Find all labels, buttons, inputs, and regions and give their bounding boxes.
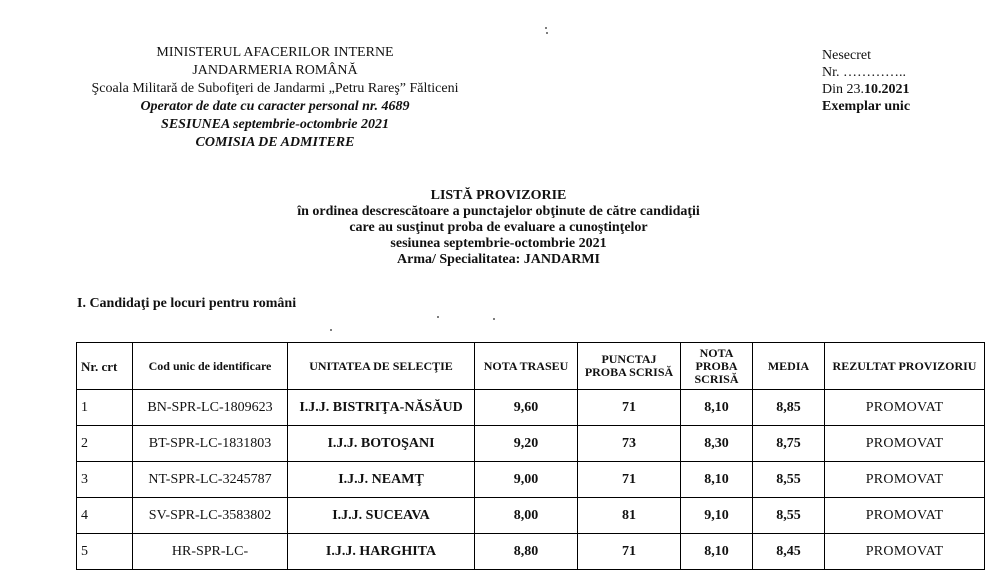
operator-line: Operator de date cu caracter personal nr. 4689 [140,99,410,114]
cell-cod: HR-SPR-LC- [133,534,288,570]
agency-name: JANDARMERIA ROMÂNĂ [192,63,358,78]
copy-note: Exemplar unic [822,99,911,114]
cell-nota-proba: 8,10 [681,462,753,498]
cell-cod: NT-SPR-LC-3245787 [133,462,288,498]
header-right [822,47,910,115]
school-name: Şcoala Militară de Subofiţeri de Jandarmi „Petru Rareş” Fălticeni [91,81,459,96]
cell-media: 8,55 [753,498,825,534]
scan-speck [493,318,495,320]
cell-rezultat: PROMOVAT [825,498,985,534]
col-punctaj: PUNCTAJ PROBA SCRISĂ [578,343,681,390]
date-month-year: 10.2021 [864,82,910,97]
col-nota-traseu: NOTA TRASEU [475,343,578,390]
cell-punctaj: 71 [578,462,681,498]
cell-nota-traseu: 9,00 [475,462,578,498]
table-header-row [77,343,985,390]
document-title [0,188,997,268]
title-line-2: în ordinea descrescătoare a punctajelor obţinute de către candidaţii [297,204,700,219]
results-table [76,342,985,570]
scan-speck [546,32,548,34]
col-cod: Cod unic de identificare [133,343,288,390]
title-line-4: sesiunea septembrie-octombrie 2021 [390,236,607,251]
cell-cod: BN-SPR-LC-1809623 [133,390,288,426]
cell-rezultat: PROMOVAT [825,390,985,426]
date-prefix: Din 23. [822,82,864,97]
header-left [90,44,460,152]
cell-punctaj: 73 [578,426,681,462]
cell-media: 8,75 [753,426,825,462]
cell-nota-proba: 9,10 [681,498,753,534]
table-row [77,498,985,534]
cell-nr: 2 [77,426,133,462]
cell-punctaj: 71 [578,390,681,426]
col-media: MEDIA [753,343,825,390]
scan-speck [330,329,332,331]
title-line-1: LISTĂ PROVIZORIE [430,188,567,203]
cell-punctaj: 81 [578,498,681,534]
cell-nota-traseu: 8,80 [475,534,578,570]
cell-media: 8,45 [753,534,825,570]
cell-media: 8,55 [753,462,825,498]
cell-unitate: I.J.J. HARGHITA [288,534,475,570]
commission-line: COMISIA DE ADMITERE [195,135,355,150]
ministry-name: MINISTERUL AFACERILOR INTERNE [156,45,394,60]
cell-nr: 3 [77,462,133,498]
table-row [77,534,985,570]
cell-unitate: I.J.J. BISTRIŢA-NĂSĂUD [288,390,475,426]
registration-number: Nr. ………….. [822,65,906,80]
session-line: SESIUNEA septembrie-octombrie 2021 [161,117,389,132]
table-row [77,426,985,462]
cell-unitate: I.J.J. SUCEAVA [288,498,475,534]
cell-punctaj: 71 [578,534,681,570]
col-rezultat: REZULTAT PROVIZORIU [825,343,985,390]
cell-rezultat: PROMOVAT [825,534,985,570]
cell-nota-proba: 8,10 [681,534,753,570]
scan-speck [437,316,439,318]
col-nr: Nr. crt [77,343,133,390]
cell-media: 8,85 [753,390,825,426]
cell-nota-traseu: 9,60 [475,390,578,426]
cell-nota-traseu: 8,00 [475,498,578,534]
classification: Nesecret [822,48,871,63]
cell-nr: 1 [77,390,133,426]
table-row [77,390,985,426]
cell-rezultat: PROMOVAT [825,426,985,462]
cell-nr: 4 [77,498,133,534]
cell-cod: SV-SPR-LC-3583802 [133,498,288,534]
cell-nota-proba: 8,10 [681,390,753,426]
cell-nota-proba: 8,30 [681,426,753,462]
scan-speck [545,27,547,29]
cell-unitate: I.J.J. BOTOŞANI [288,426,475,462]
section-title: I. Candidaţi pe locuri pentru români [77,296,297,311]
table-row [77,462,985,498]
cell-nota-traseu: 9,20 [475,426,578,462]
cell-nr: 5 [77,534,133,570]
col-nota-proba: NOTA PROBA SCRISĂ [681,343,753,390]
col-unitate: UNITATEA DE SELECŢIE [288,343,475,390]
title-line-5: Arma/ Specialitatea: JANDARMI [397,252,600,267]
document-date [822,81,910,98]
cell-cod: BT-SPR-LC-1831803 [133,426,288,462]
cell-unitate: I.J.J. NEAMŢ [288,462,475,498]
cell-rezultat: PROMOVAT [825,462,985,498]
title-line-3: care au susţinut proba de evaluare a cunoştinţelor [349,220,648,235]
